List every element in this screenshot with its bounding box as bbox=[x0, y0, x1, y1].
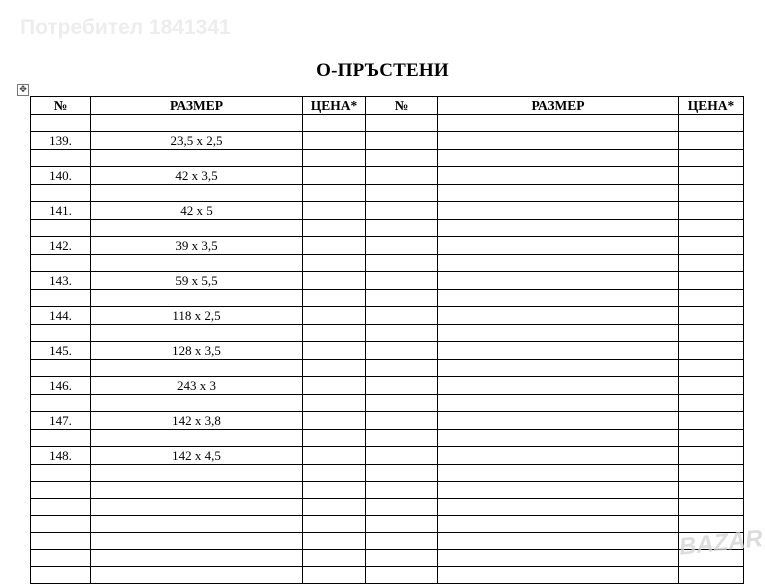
cell-size bbox=[91, 550, 303, 567]
cell-price bbox=[303, 185, 366, 202]
cell-price bbox=[303, 150, 366, 167]
table-row bbox=[31, 516, 744, 533]
cell-size-right bbox=[438, 237, 679, 255]
cell-number-right bbox=[366, 395, 438, 412]
table-row bbox=[31, 533, 744, 550]
cell-size bbox=[91, 516, 303, 533]
table-row bbox=[31, 465, 744, 482]
cell-size-right bbox=[438, 430, 679, 447]
cell-number-right bbox=[366, 132, 438, 150]
cell-size: 243 х 3 bbox=[91, 377, 303, 395]
table-row bbox=[31, 325, 744, 342]
cell-price bbox=[303, 167, 366, 185]
cell-price bbox=[303, 412, 366, 430]
cell-price-right bbox=[679, 307, 744, 325]
cell-price bbox=[303, 237, 366, 255]
header-size-right: РАЗМЕР bbox=[438, 97, 679, 115]
table-row bbox=[31, 395, 744, 412]
cell-number-right bbox=[366, 202, 438, 220]
cell-size-right bbox=[438, 533, 679, 550]
cell-price bbox=[303, 516, 366, 533]
cell-price-right bbox=[679, 360, 744, 377]
cell-price-right bbox=[679, 185, 744, 202]
cell-number bbox=[31, 430, 91, 447]
cell-size bbox=[91, 325, 303, 342]
cell-size bbox=[91, 499, 303, 516]
cell-number-right bbox=[366, 567, 438, 584]
cell-size: 42 х 5 bbox=[91, 202, 303, 220]
table-row bbox=[31, 550, 744, 567]
cell-size bbox=[91, 567, 303, 584]
table-body bbox=[31, 115, 744, 584]
cell-price-right bbox=[679, 202, 744, 220]
cell-number bbox=[31, 567, 91, 584]
cell-size-right bbox=[438, 307, 679, 325]
cell-price bbox=[303, 430, 366, 447]
cell-size: 142 х 3,8 bbox=[91, 412, 303, 430]
cell-number: 141. bbox=[31, 202, 91, 220]
cell-number-right bbox=[366, 307, 438, 325]
cell-number-right bbox=[366, 447, 438, 465]
cell-size bbox=[91, 430, 303, 447]
cell-number bbox=[31, 465, 91, 482]
cell-size bbox=[91, 220, 303, 237]
cell-price bbox=[303, 395, 366, 412]
cell-number bbox=[31, 185, 91, 202]
cell-size bbox=[91, 115, 303, 132]
cell-number-right bbox=[366, 290, 438, 307]
cell-size-right bbox=[438, 150, 679, 167]
cell-price-right bbox=[679, 430, 744, 447]
cell-number-right bbox=[366, 533, 438, 550]
cell-number bbox=[31, 395, 91, 412]
cell-number bbox=[31, 360, 91, 377]
cell-size-right bbox=[438, 465, 679, 482]
cell-number bbox=[31, 220, 91, 237]
cell-number-right bbox=[366, 220, 438, 237]
cell-price-right bbox=[679, 132, 744, 150]
cell-size: 39 х 3,5 bbox=[91, 237, 303, 255]
cell-number-right bbox=[366, 360, 438, 377]
table-row bbox=[31, 272, 744, 290]
header-price-left: ЦЕНА* bbox=[303, 97, 366, 115]
cell-price bbox=[303, 499, 366, 516]
table-row bbox=[31, 342, 744, 360]
cell-price bbox=[303, 447, 366, 465]
cell-number: 144. bbox=[31, 307, 91, 325]
header-number-left: № bbox=[31, 97, 91, 115]
cell-size: 128 х 3,5 bbox=[91, 342, 303, 360]
table-row bbox=[31, 255, 744, 272]
cell-number: 146. bbox=[31, 377, 91, 395]
cell-number-right bbox=[366, 377, 438, 395]
cell-price bbox=[303, 567, 366, 584]
cell-number bbox=[31, 533, 91, 550]
cell-number-right bbox=[366, 237, 438, 255]
table-header-row bbox=[31, 97, 744, 115]
table-row bbox=[31, 185, 744, 202]
cell-price-right bbox=[679, 255, 744, 272]
cell-number-right bbox=[366, 412, 438, 430]
cell-price-right bbox=[679, 499, 744, 516]
cell-price bbox=[303, 342, 366, 360]
cell-size-right bbox=[438, 516, 679, 533]
cell-price-right bbox=[679, 465, 744, 482]
cell-size-right bbox=[438, 412, 679, 430]
cell-price bbox=[303, 325, 366, 342]
cell-price-right bbox=[679, 237, 744, 255]
cell-number: 148. bbox=[31, 447, 91, 465]
cell-price bbox=[303, 307, 366, 325]
cell-number-right bbox=[366, 430, 438, 447]
table-row bbox=[31, 412, 744, 430]
cell-price-right bbox=[679, 115, 744, 132]
table-row bbox=[31, 307, 744, 325]
cell-number-right bbox=[366, 325, 438, 342]
cell-price-right bbox=[679, 412, 744, 430]
cell-number bbox=[31, 550, 91, 567]
cell-size-right bbox=[438, 360, 679, 377]
cell-price bbox=[303, 115, 366, 132]
cell-size-right bbox=[438, 342, 679, 360]
cell-number: 140. bbox=[31, 167, 91, 185]
cell-price-right bbox=[679, 290, 744, 307]
cell-number bbox=[31, 499, 91, 516]
cell-size: 118 х 2,5 bbox=[91, 307, 303, 325]
cell-price bbox=[303, 290, 366, 307]
table-row bbox=[31, 430, 744, 447]
cell-number-right bbox=[366, 150, 438, 167]
cell-number bbox=[31, 115, 91, 132]
cell-number: 145. bbox=[31, 342, 91, 360]
cell-price-right bbox=[679, 220, 744, 237]
table-row bbox=[31, 132, 744, 150]
cell-number: 143. bbox=[31, 272, 91, 290]
price-table bbox=[30, 96, 744, 584]
table-row bbox=[31, 499, 744, 516]
cell-price-right bbox=[679, 447, 744, 465]
cell-size-right bbox=[438, 255, 679, 272]
cell-number bbox=[31, 255, 91, 272]
cell-price-right bbox=[679, 150, 744, 167]
cell-price-right bbox=[679, 167, 744, 185]
cell-size-right bbox=[438, 447, 679, 465]
cell-price bbox=[303, 360, 366, 377]
cell-size-right bbox=[438, 395, 679, 412]
cell-size-right bbox=[438, 550, 679, 567]
cell-size bbox=[91, 255, 303, 272]
cell-price bbox=[303, 132, 366, 150]
cell-size bbox=[91, 465, 303, 482]
bazar-logo: BAZAR bbox=[677, 525, 765, 561]
table-row bbox=[31, 360, 744, 377]
table-row bbox=[31, 150, 744, 167]
cell-price bbox=[303, 220, 366, 237]
cell-size-right bbox=[438, 482, 679, 499]
cell-size-right bbox=[438, 220, 679, 237]
cell-price-right bbox=[679, 377, 744, 395]
cell-number-right bbox=[366, 499, 438, 516]
cell-price-right bbox=[679, 482, 744, 499]
table-row bbox=[31, 202, 744, 220]
cell-size-right bbox=[438, 325, 679, 342]
page-title: О-ПРЪСТЕНИ bbox=[316, 60, 449, 81]
cell-size-right bbox=[438, 272, 679, 290]
cell-size: 59 х 5,5 bbox=[91, 272, 303, 290]
cell-number: 142. bbox=[31, 237, 91, 255]
cell-size: 23,5 х 2,5 bbox=[91, 132, 303, 150]
cell-size bbox=[91, 395, 303, 412]
cell-price bbox=[303, 465, 366, 482]
cell-size-right bbox=[438, 499, 679, 516]
cell-size-right bbox=[438, 132, 679, 150]
cell-size-right bbox=[438, 377, 679, 395]
header-size-left: РАЗМЕР bbox=[91, 97, 303, 115]
cell-price bbox=[303, 550, 366, 567]
cell-number-right bbox=[366, 465, 438, 482]
cell-number bbox=[31, 482, 91, 499]
table-row bbox=[31, 567, 744, 584]
cell-number bbox=[31, 290, 91, 307]
cell-price bbox=[303, 255, 366, 272]
cell-price-right bbox=[679, 272, 744, 290]
table-row bbox=[31, 237, 744, 255]
cell-price bbox=[303, 272, 366, 290]
cell-size bbox=[91, 360, 303, 377]
table-row bbox=[31, 377, 744, 395]
cell-price bbox=[303, 377, 366, 395]
cell-size bbox=[91, 290, 303, 307]
cell-price bbox=[303, 533, 366, 550]
cell-number bbox=[31, 150, 91, 167]
cell-size: 42 х 3,5 bbox=[91, 167, 303, 185]
table-row bbox=[31, 167, 744, 185]
table-row bbox=[31, 290, 744, 307]
cell-number-right bbox=[366, 185, 438, 202]
cell-number-right bbox=[366, 272, 438, 290]
cell-number-right bbox=[366, 516, 438, 533]
table-row bbox=[31, 482, 744, 499]
cell-size-right bbox=[438, 567, 679, 584]
user-watermark: Потребител 1841341 bbox=[20, 16, 231, 39]
cell-price bbox=[303, 482, 366, 499]
table-row bbox=[31, 115, 744, 132]
cell-number-right bbox=[366, 342, 438, 360]
cell-size-right bbox=[438, 290, 679, 307]
header-number-right: № bbox=[366, 97, 438, 115]
cell-number-right bbox=[366, 167, 438, 185]
cell-number bbox=[31, 516, 91, 533]
cell-price-right bbox=[679, 342, 744, 360]
table-row bbox=[31, 447, 744, 465]
cell-number: 139. bbox=[31, 132, 91, 150]
cell-number: 147. bbox=[31, 412, 91, 430]
cell-number-right bbox=[366, 482, 438, 499]
cell-number-right bbox=[366, 115, 438, 132]
cell-number-right bbox=[366, 255, 438, 272]
cell-size bbox=[91, 185, 303, 202]
cell-price-right bbox=[679, 395, 744, 412]
table-move-handle-icon[interactable]: ✥ bbox=[17, 84, 29, 96]
cell-size bbox=[91, 150, 303, 167]
cell-size-right bbox=[438, 185, 679, 202]
cell-size-right bbox=[438, 167, 679, 185]
cell-size-right bbox=[438, 115, 679, 132]
cell-size bbox=[91, 482, 303, 499]
header-price-right: ЦЕНА* bbox=[679, 97, 744, 115]
table-row bbox=[31, 220, 744, 237]
cell-number-right bbox=[366, 550, 438, 567]
cell-price bbox=[303, 202, 366, 220]
cell-price-right bbox=[679, 325, 744, 342]
cell-number bbox=[31, 325, 91, 342]
cell-size bbox=[91, 533, 303, 550]
cell-size: 142 х 4,5 bbox=[91, 447, 303, 465]
cell-size-right bbox=[438, 202, 679, 220]
